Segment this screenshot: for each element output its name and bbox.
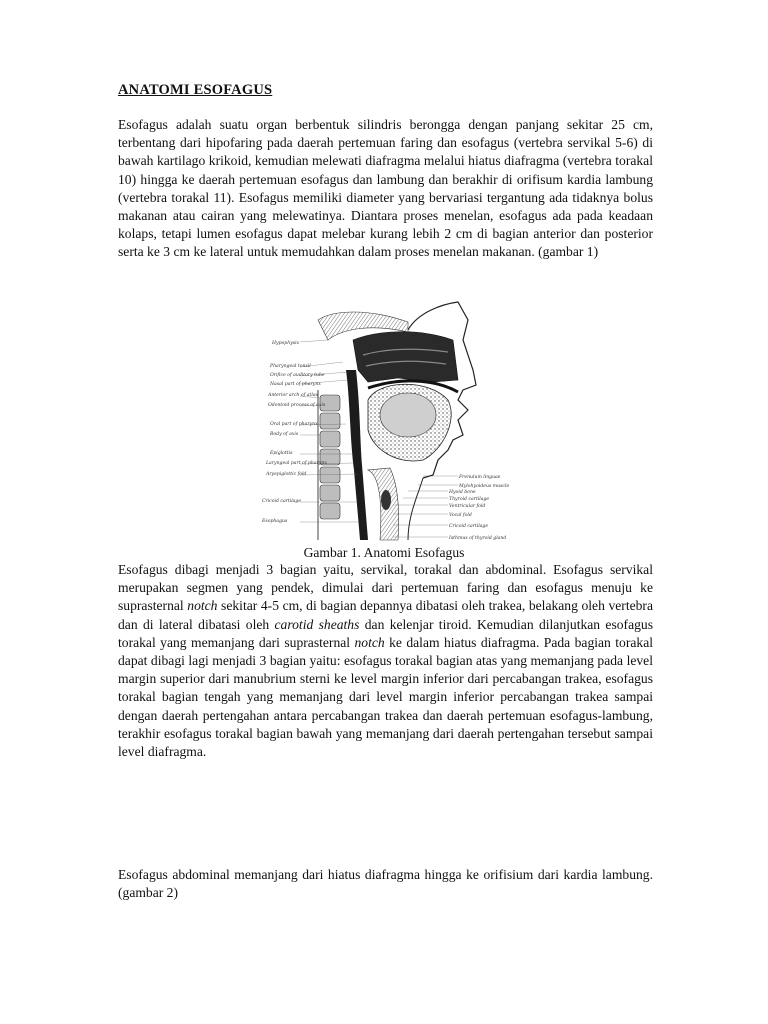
- italic-notch-1: notch: [187, 598, 218, 614]
- label-pharyngeal-tonsil: Pharyngeal tonsil: [270, 364, 311, 369]
- pharynx-esophagus: [346, 370, 368, 540]
- paragraph-divisions-part3: dan kelenjar tiroid. Kemudian dilanjutkan esofagus torakal yang memanjang dari suprasternal: [118, 616, 653, 650]
- paragraph-divisions: [118, 561, 653, 761]
- label-oral-pharynx: Oral part of pharynx: [270, 422, 318, 427]
- label-thyroid-cartilage: Thyroid cartilage: [449, 497, 490, 502]
- label-odontoid-process: Odontoid process of axis: [268, 403, 326, 408]
- paragraph-divisions-part4: ke dalam hiatus diafragma. Pada bagian torakal dapat dibagi lagi menjadi 3 bagian yaitu: esofagus torakal bagian atas yang memanjang pada level margin superior dari manubrium sterni ke level margin inferior dari percabangan trakea, esofagus torakal bagian tengah yang memanjang dari level margin inferior percabangan trakea sampai dengan daerah pertengahan antara percabangan trakea dan daerah pertemuan esofagus-lambung, terakhir esofagus torakal bagian bawah yang memanjang dari daerah pertengahan tersebut sampai level diafragma.: [118, 634, 654, 760]
- paragraph-intro: Esofagus adalah suatu organ berbentuk silindris berongga dengan panjang sekitar 25 cm, terbentang dari hipofaring pada daerah pertemuan faring dan esofagus (vertebra servikal 5-6) di bawah kartilago krikoid, kemudian melewati diafragma melalui hiatus diafragma (vertebra torakal 10) hingga ke daerah pertemuan esofagus dan lambung dan berakhir di orifisum kardia lambung (vertebra torakal 11). Esofagus memiliki diameter yang bervariasi tergantung ada tidaknya bolus makanan atau cairan yang melewatinya. Diantara proses menelan, esofagus ada pada keadaan kolaps, tetapi lumen esofagus dapat melebar kurang lebih 2 cm di bagian anterior dan posterior serta ke 3 cm ke lateral untuk memudahkan dalam proses menelan makanan. (gambar 1): [118, 117, 653, 260]
- paragraph-divisions-part2: sekitar 4-5 cm, di bagian depannya dibatasi oleh trakea, belakang oleh vertebra dan di lateral dibatasi oleh: [118, 598, 653, 632]
- label-cricoid-right: Cricoid cartilage: [449, 524, 489, 529]
- label-nasal-pharynx: Nasal part of pharynx: [270, 382, 321, 387]
- label-aryepiglottic-fold: Aryepiglottic fold: [266, 472, 307, 477]
- label-mylohyoideus: Mylohyoideus muscle: [459, 484, 510, 489]
- label-cricoid-left: Cricoid cartilage: [262, 499, 302, 504]
- nasal-cavity: [353, 332, 458, 382]
- figure-caption: Gambar 1. Anatomi Esofagus: [303, 545, 465, 560]
- italic-carotid-sheaths: carotid sheaths: [274, 616, 360, 632]
- label-epiglottis: Epiglottis: [270, 451, 293, 456]
- label-anterior-arch-atlas: Anterior arch of atlas: [268, 393, 318, 398]
- italic-notch-2: notch: [354, 634, 385, 650]
- label-frenulum-linguae: Frenulum linguae: [459, 475, 501, 480]
- label-thyroid-isthmus: Isthmus of thyroid gland: [449, 536, 507, 541]
- label-esophagus: Esophagus: [262, 519, 288, 524]
- paragraph-divisions-part1: Esofagus dibagi menjadi 3 bagian yaitu, servikal, torakal dan abdominal. Esofagus servikal merupakan segmen yang pendek, dimulai dari pertemuan faring dan esofagus menuju ke suprasternal: [118, 562, 653, 614]
- label-hypophysis: Hypophysis: [272, 341, 299, 346]
- label-vocal-fold: Vocal fold: [449, 513, 472, 518]
- document-title: ANATOMI ESOFAGUS: [118, 82, 273, 98]
- label-hyoid-bone: Hyoid bone: [449, 490, 476, 495]
- paragraph-abdominal: Esofagus abdominal memanjang dari hiatus diafragma hingga ke orifisium dari kardia lambung.(gambar 2): [118, 867, 653, 901]
- figure-left-labels: [261, 340, 327, 524]
- anatomy-figure: [258, 300, 510, 542]
- label-auditory-tube: Orifice of auditory tube: [270, 373, 325, 378]
- figure-right-labels: [448, 474, 509, 541]
- label-laryngeal-pharynx: Laryngeal part of pharynx: [266, 461, 327, 466]
- label-body-axis: Body of axis: [270, 432, 299, 437]
- label-ventricular-fold: Ventricular fold: [449, 504, 486, 509]
